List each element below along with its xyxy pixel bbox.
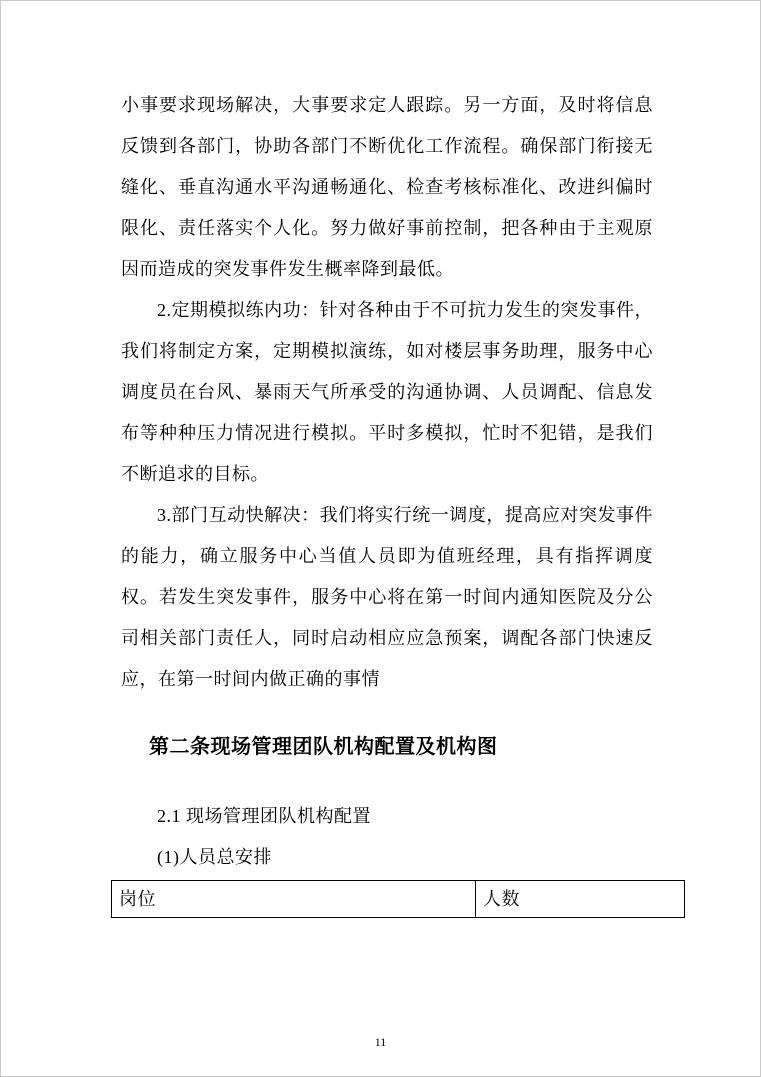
sub-heading-2-1: 2.1 现场管理团队机构配置	[157, 806, 371, 826]
paragraph-item-2: 2.定期模拟练内功：针对各种由于不可抗力发生的突发事件，我们将制定方案，定期模拟演练，如对楼层事务助理，服务中心调度员在台风、暴雨天气所承受的沟通协调、人员调配、信息发布等种种压力情况进行模拟。平时多模拟，忙时不犯错，是我们不断追求的目标。	[121, 300, 653, 484]
paragraph-item-3: 3.部门互动快解决：我们将实行统一调度，提高应对突发事件的能力，确立服务中心当值人员即为值班经理，具有指挥调度权。若发生突发事件，服务中心将在第一时间内通知医院及分公司相关部门责任人，同时启动相应应急预案，调配各部门快速反应，在第一时间内做正确的事情	[121, 505, 653, 689]
list-item-1: (1)人员总安排	[157, 847, 272, 867]
paragraph-continuation: 小事要求现场解决，大事要求定人跟踪。另一方面，及时将信息反馈到各部门，协助各部门不断优化工作流程。确保部门衔接无缝化、垂直沟通水平沟通畅通化、检查考核标准化、改进纠偏时限化、责任落实个人化。努力做好事前控制，把各种由于主观原因而造成的突发事件发生概率降到最低。	[121, 95, 653, 279]
page-content	[121, 85, 653, 918]
page-number: 11	[374, 1035, 387, 1049]
section-heading: 第二条现场管理团队机构配置及机构图	[149, 736, 498, 758]
table-header-count: 人数	[476, 881, 685, 918]
staff-table	[111, 880, 685, 918]
table-header-row	[112, 881, 685, 918]
table-header-post: 岗位	[112, 881, 476, 918]
